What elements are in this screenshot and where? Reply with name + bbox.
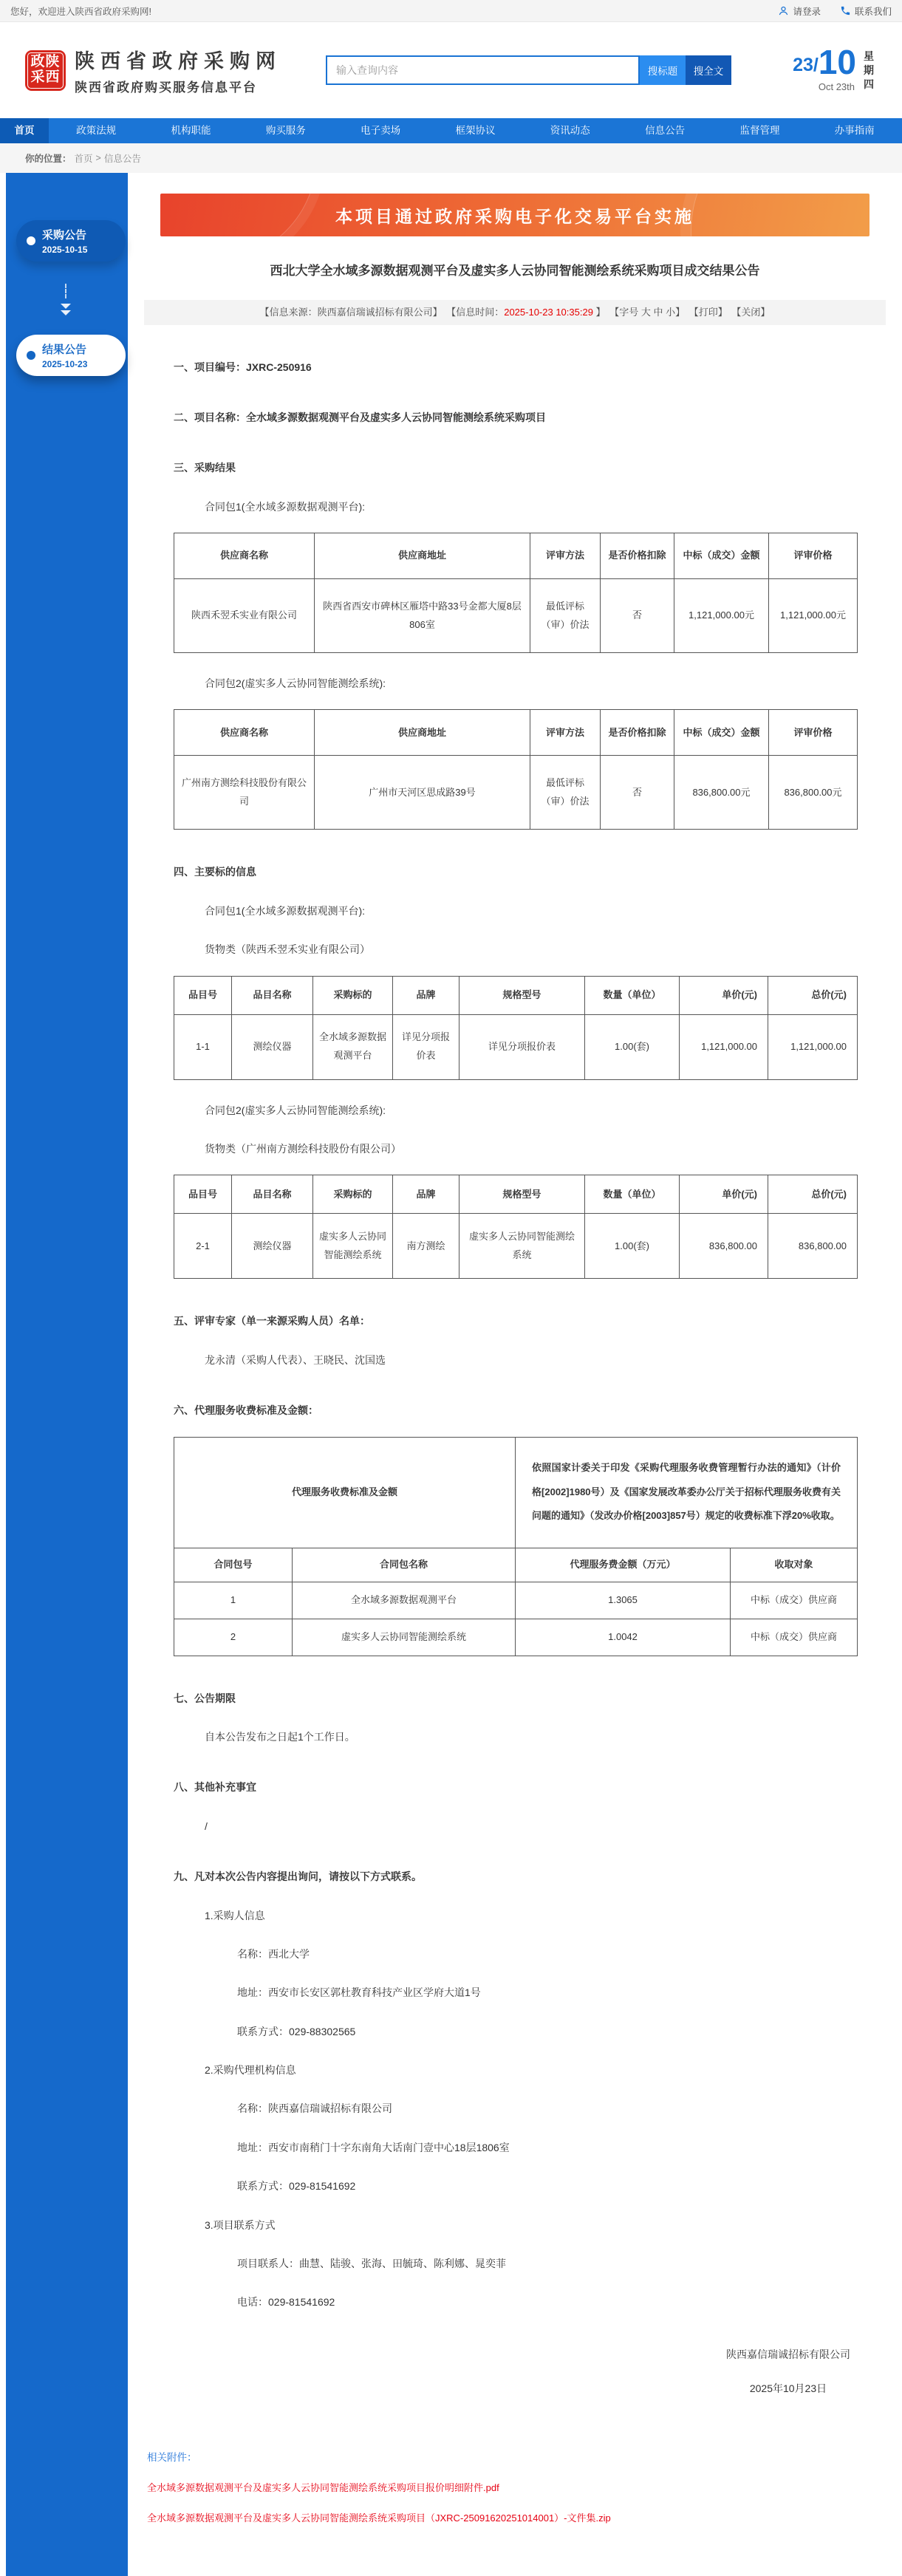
header-cell: 数量（单位） — [585, 976, 680, 1014]
package-2-label: 合同包2(虚实多人云协同智能测绘系统): — [205, 677, 386, 690]
attachment-link-zip[interactable]: 全水域多源数据观测平台及虚实多人云协同智能测绘系统采购项目（JXRC-25091620251014001）-文件集.zip — [147, 2512, 611, 2524]
contact-link[interactable] — [840, 4, 892, 18]
header-cell: 规格型号 — [459, 1175, 585, 1214]
nav-item-guide[interactable]: 办事指南 — [834, 125, 875, 136]
logo-text-top: 政陕 — [30, 54, 61, 70]
header-cell: 采购标的 — [313, 1175, 393, 1214]
top-welcome-bar — [0, 0, 902, 22]
header-cell: 品牌 — [393, 976, 459, 1014]
cell: 2-1 — [174, 1214, 232, 1279]
header-cell: 收取对象 — [731, 1548, 858, 1582]
cell: 否 — [601, 756, 674, 830]
print-button[interactable]: 【打印】 — [689, 306, 728, 318]
font-size-label: 【字号 — [609, 306, 639, 318]
header-cell: 合同包号 — [174, 1548, 293, 1582]
info-time-prefix: 【信息时间： — [446, 306, 505, 318]
login-label: 请登录 — [793, 6, 821, 17]
header-cell: 中标（成交）金额 — [674, 533, 769, 579]
cell: 全水域多源数据观测平台 — [293, 1582, 516, 1619]
announcement-title: 西北大学全水域多源数据观测平台及虚实多人云协同智能测绘系统采购项目成交结果公告 — [270, 264, 760, 278]
header-cell: 供应商地址 — [315, 710, 530, 756]
header-cell: 供应商名称 — [174, 710, 315, 756]
package-1-label: 合同包1(全水域多源数据观测平台): — [205, 500, 365, 513]
purchaser-info-title: 1.采购人信息 — [205, 1909, 265, 1921]
nav-item-e-market[interactable]: 电子卖场 — [361, 125, 401, 136]
cell: 南方测绘 — [393, 1214, 459, 1279]
header-cell: 代理服务费金额（万元） — [516, 1548, 731, 1582]
breadcrumb-home-link[interactable]: 首页 — [74, 154, 93, 164]
purchaser-address: 地址：西安市长安区郭杜教育科技产业区学府大道1号 — [237, 1986, 481, 1999]
expert-names: 龙永清（采购人代表）、王晓民、沈国选 — [205, 1353, 386, 1366]
weekday-label: 星期四 — [864, 50, 874, 91]
breadcrumb-separator: > — [95, 153, 101, 163]
header-cell: 品牌 — [393, 1175, 459, 1214]
section-2-project-name: 二、项目名称：全水域多源数据观测平台及虚实多人云协同智能测绘系统采购项目 — [174, 411, 546, 423]
cell: 详见分项报价表 — [459, 1014, 585, 1079]
search-input[interactable] — [326, 55, 640, 85]
section-4-category-2-label: 货物类（广州南方测绘科技股份有限公司） — [205, 1143, 401, 1155]
date-display — [793, 43, 881, 92]
header-cell: 品目名称 — [232, 976, 313, 1014]
header-cell: 总价(元) — [768, 976, 858, 1014]
header-cell: 品目名称 — [232, 1175, 313, 1214]
nav-item-supervision[interactable]: 监督管理 — [739, 125, 780, 136]
signature-company: 陕西嘉信瑞诚招标有限公司 — [726, 2348, 850, 2360]
agency-fee-table — [174, 1437, 858, 1656]
agency-address: 地址：西安市南稍门十字东南角大话南门壹中心18层1806室 — [237, 2141, 510, 2153]
sidebar-item-result-notice[interactable] — [16, 335, 126, 376]
cell: 2 — [174, 1619, 293, 1656]
nav-item-framework[interactable]: 框架协议 — [455, 125, 496, 136]
cell: 陕西禾翌禾实业有限公司 — [174, 579, 315, 653]
header-cell: 评审方法 — [530, 533, 601, 579]
site-logo-icon — [25, 50, 66, 91]
font-size-controls — [609, 307, 685, 318]
attachments-section — [147, 2449, 902, 2524]
sidebar-item-text — [42, 227, 87, 255]
login-link[interactable] — [778, 4, 821, 18]
date-month: 10 — [818, 43, 856, 82]
header-cell: 规格型号 — [459, 976, 585, 1014]
section-4-category-1-label: 货物类（陕西禾翌禾实业有限公司） — [205, 943, 370, 956]
cell: 最低评标（审）价法 — [530, 579, 601, 653]
purchaser-phone: 联系方式：029-88302565 — [237, 2025, 356, 2037]
section-9-contact: 九、凡对本次公告内容提出询问，请按以下方式联系。 — [174, 1870, 422, 1883]
section-4-subject-info: 四、主要标的信息 — [174, 866, 256, 878]
nav-item-policy[interactable]: 政策法规 — [76, 125, 117, 136]
item-table-package2 — [174, 1175, 858, 1279]
cell: 1 — [174, 1582, 293, 1619]
sidebar-item-text — [42, 341, 87, 369]
site-subtitle: 陕西省政府购买服务信息平台 — [75, 81, 257, 95]
info-time-value: 2025-10-23 10:35:29 — [504, 306, 593, 318]
close-button[interactable]: 【关闭】 — [731, 306, 771, 318]
sidebar-item-purchase-notice[interactable] — [16, 220, 126, 262]
dot-icon — [27, 351, 35, 360]
cell: 最低评标（审）价法 — [530, 756, 601, 830]
section-4-package-1-label: 合同包1(全水域多源数据观测平台): — [205, 904, 365, 917]
table-row — [174, 579, 858, 653]
purchaser-name: 名称：西北大学 — [237, 1947, 310, 1960]
supplier-table-package2 — [174, 709, 858, 830]
project-contacts: 项目联系人：曲慧、陆骏、张海、田毓琦、陈利娜、晁奕菲 — [237, 2258, 506, 2270]
cell: 1,121,000.00 — [768, 1014, 858, 1079]
header-cell: 合同包名称 — [293, 1548, 516, 1582]
cell: 虚实多人云协同智能测绘系统 — [293, 1619, 516, 1656]
project-contact-title: 3.项目联系方式 — [205, 2218, 276, 2231]
cell: 1-1 — [174, 1014, 232, 1079]
breadcrumb-current: 信息公告 — [103, 154, 141, 164]
header-cell: 是否价格扣除 — [601, 533, 674, 579]
search-bar — [326, 55, 731, 85]
cell: 虚实多人云协同智能测绘系统 — [313, 1214, 393, 1279]
project-phone: 电话：029-81541692 — [237, 2296, 335, 2309]
site-brand[interactable] — [25, 45, 281, 95]
item-table-package1 — [174, 976, 858, 1080]
search-title-button[interactable]: 搜标题 — [640, 55, 686, 85]
header-cell: 评审价格 — [769, 533, 858, 579]
header-cell: 总价(元) — [768, 1175, 858, 1214]
header-cell: 供应商名称 — [174, 533, 315, 579]
cell: 广州南方测绘科技股份有限公司 — [174, 756, 315, 830]
cell: 测绘仪器 — [232, 1014, 313, 1079]
timeline-sidebar — [6, 173, 126, 2576]
section-3-result: 三、采购结果 — [174, 462, 236, 474]
table-row — [174, 1014, 858, 1079]
section-8-body: / — [205, 1820, 208, 1832]
font-small-button[interactable]: 小 — [666, 306, 676, 318]
font-large-button[interactable]: 大 — [640, 306, 651, 318]
info-time — [446, 307, 605, 318]
phone-icon — [840, 5, 851, 16]
agency-info-title: 2.采购代理机构信息 — [205, 2064, 296, 2077]
cell: 陕西省西安市碑林区雁塔中路33号金都大厦8层806室 — [315, 579, 530, 653]
header-cell: 供应商地址 — [315, 533, 530, 579]
section-4-package-2-label: 合同包2(虚实多人云协同智能测绘系统): — [205, 1104, 386, 1116]
agency-phone: 联系方式：029-81541692 — [237, 2180, 356, 2193]
cell: 836,800.00 — [768, 1214, 858, 1279]
header-cell: 中标（成交）金额 — [674, 710, 769, 756]
cell: 836,800.00 — [680, 1214, 768, 1279]
header-cell: 采购标的 — [313, 976, 393, 1014]
header-cell: 数量（单位） — [585, 1175, 680, 1214]
meta-bar — [144, 300, 886, 325]
section-7-period: 七、公告期限 — [174, 1692, 236, 1704]
section-6-agency-fee: 六、代理服务收费标准及金额： — [174, 1404, 318, 1417]
signature-date: 2025年10月23日 — [749, 2382, 827, 2395]
cell: 1,121,000.00 — [680, 1014, 768, 1079]
contact-label: 联系我们 — [854, 6, 892, 17]
table-row — [174, 756, 858, 830]
cell: 广州市天河区思成路39号 — [315, 756, 530, 830]
agency-name: 名称：陕西嘉信瑞诚招标有限公司 — [237, 2102, 392, 2115]
topbar-actions — [778, 4, 892, 18]
brand-text — [75, 45, 281, 95]
cell: 中标（成交）供应商 — [731, 1582, 858, 1619]
sidebar-item-label: 采购公告 — [42, 229, 87, 242]
nav-item-functions[interactable]: 机构职能 — [171, 125, 211, 136]
font-medium-button[interactable]: 中 — [653, 306, 663, 318]
nav-item-announcements[interactable]: 信息公告 — [645, 125, 686, 136]
banner-text: 本项目通过政府采购电子化交易平台实施 — [335, 206, 694, 226]
welcome-text: 您好，欢迎进入陕西省政府采购网! — [10, 6, 151, 17]
cell: 836,800.00元 — [769, 756, 858, 830]
cell: 1.00(套) — [585, 1014, 680, 1079]
info-time-suffix: 】 — [592, 306, 606, 318]
info-source: 【信息来源：陕西嘉信瑞诚招标有限公司】 — [259, 306, 443, 318]
dot-icon — [27, 236, 35, 245]
cell: 依照国家计委关于印发《采购代理服务收费管理暂行办法的通知》（计价格[2002]1980号）及《国家发展改革委办公厅关于招标代理服务收费有关问题的通知》（发改办价格[2003]857号）规定的收费标准下浮20%收取。 — [516, 1437, 858, 1548]
cell: 详见分项报价表 — [393, 1014, 459, 1079]
cell: 1,121,000.00元 — [674, 579, 769, 653]
header-cell: 单价(元) — [680, 976, 768, 1014]
arrow-down-icon — [6, 284, 126, 315]
date-day: 23/ — [793, 54, 819, 75]
signature-block — [128, 2346, 850, 2397]
cell: 测绘仪器 — [232, 1214, 313, 1279]
header-cell: 品目号 — [174, 1175, 232, 1214]
header-cell: 评审价格 — [769, 710, 858, 756]
supplier-table-package1 — [174, 533, 858, 653]
sidebar-item-date: 2025-10-23 — [42, 359, 88, 369]
table-row — [174, 1582, 858, 1619]
user-icon — [778, 5, 789, 16]
nav-item-news[interactable]: 资讯动态 — [550, 125, 590, 136]
cell: 代理服务收费标准及金额 — [174, 1437, 516, 1548]
logo-text-bottom: 采西 — [30, 69, 61, 85]
cell: 836,800.00元 — [674, 756, 769, 830]
cell: 1,121,000.00元 — [769, 579, 858, 653]
search-fulltext-button[interactable]: 搜全文 — [686, 55, 731, 85]
cell: 虚实多人云协同智能测绘系统 — [459, 1214, 585, 1279]
cell: 1.3065 — [516, 1582, 731, 1619]
date-english: Oct 23th — [818, 81, 855, 92]
table-row — [174, 1214, 858, 1279]
breadcrumb-label: 你的位置： — [25, 154, 72, 164]
cell: 否 — [601, 579, 674, 653]
date-numbers — [793, 43, 856, 92]
header-cell: 品目号 — [174, 976, 232, 1014]
font-size-suffix: 】 — [675, 306, 686, 318]
table-row — [174, 1619, 858, 1656]
site-title: 陕西省政府采购网 — [75, 50, 281, 72]
platform-banner — [160, 194, 869, 236]
sidebar-item-label: 结果公告 — [42, 344, 87, 356]
header-cell: 单价(元) — [680, 1175, 768, 1214]
section-7-body: 自本公告发布之日起1个工作日。 — [205, 1730, 355, 1743]
nav-item-home[interactable]: 首页 — [0, 118, 49, 143]
cell: 1.0042 — [516, 1619, 731, 1656]
nav-item-purchase-service[interactable]: 购买服务 — [265, 125, 306, 136]
cell: 1.00(套) — [585, 1214, 680, 1279]
page-body — [0, 173, 902, 2576]
section-8-other: 八、其他补充事宜 — [174, 1781, 256, 1794]
header-cell: 是否价格扣除 — [601, 710, 674, 756]
section-5-experts: 五、评审专家（单一来源采购人员）名单： — [174, 1315, 370, 1328]
cell: 全水域多源数据观测平台 — [313, 1014, 393, 1079]
cell: 中标（成交）供应商 — [731, 1619, 858, 1656]
section-1-project-number: 一、项目编号：JXRC-250916 — [174, 361, 312, 373]
attachments-label: 相关附件： — [147, 2451, 197, 2463]
site-header — [0, 22, 902, 118]
header-cell: 评审方法 — [530, 710, 601, 756]
announcement-content — [126, 173, 902, 2576]
attachment-link-pdf[interactable]: 全水域多源数据观测平台及虚实多人云协同智能测绘系统采购项目报价明细附件.pdf — [147, 2481, 499, 2493]
sidebar-item-date: 2025-10-15 — [42, 245, 88, 255]
breadcrumb — [0, 143, 902, 173]
main-nav — [0, 118, 902, 143]
